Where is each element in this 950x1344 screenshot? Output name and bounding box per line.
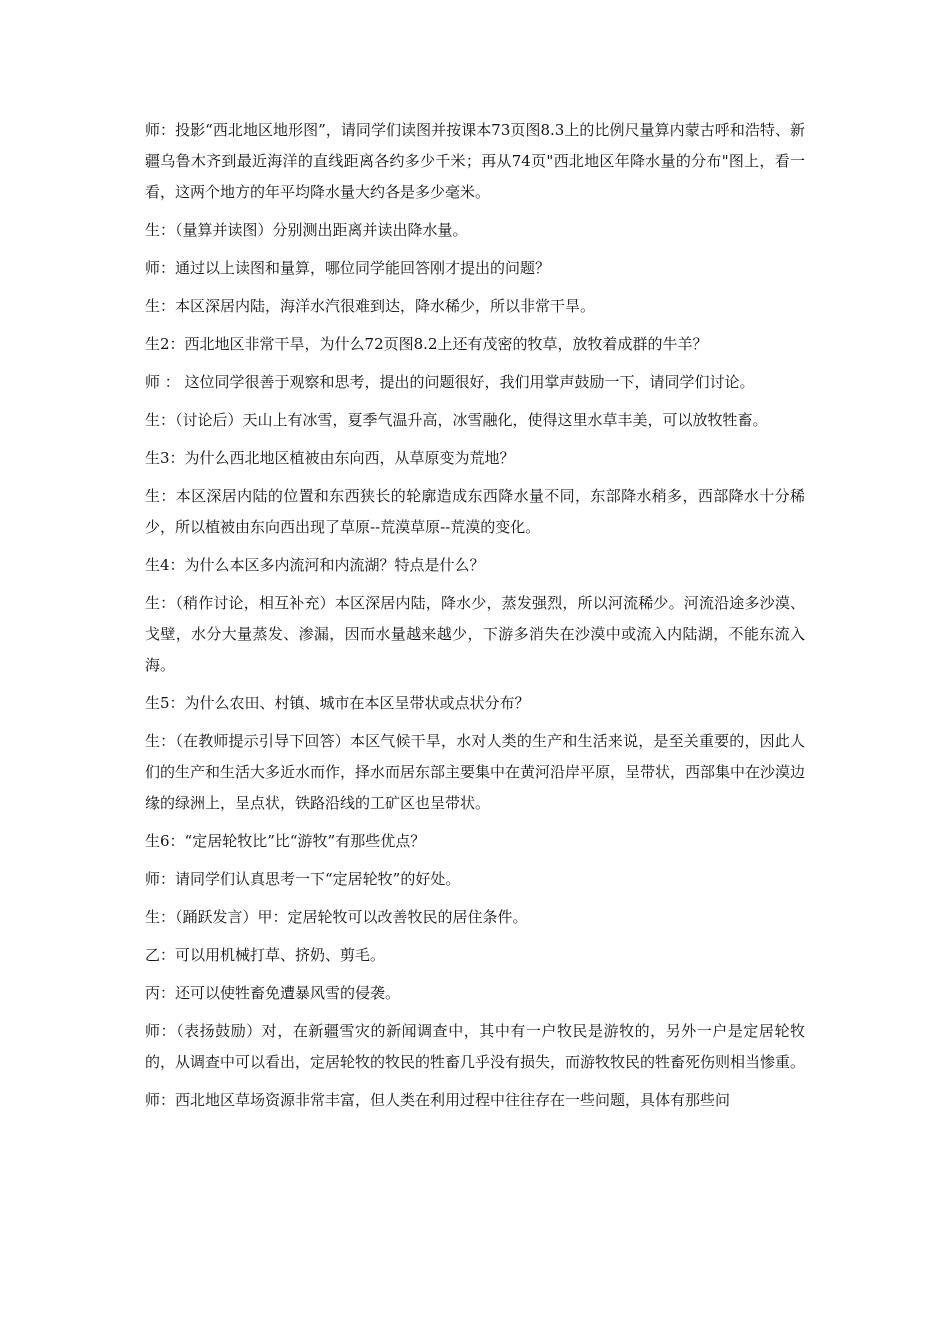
paragraph: 师：投影“西北地区地形图”，请同学们读图并按课本73页图8.3上的比例尺量算内蒙古呼和浩特、新疆乌鲁木齐到最近海洋的直线距离各约多少千米；再从74页"西北地区年降水量的分布"图上，看一看，这两个地方的年平均降水量大约各是多少毫米。: [145, 121, 805, 201]
paragraph: 生6：“定居轮牧比”比“游牧”有那些优点？: [145, 832, 426, 850]
paragraph: 生：（量算并读图）分别测出距离并读出降水量。: [145, 221, 468, 239]
paragraph: 生3：为什么西北地区植被由东向西，从草原变为荒地？: [145, 449, 515, 467]
paragraph: 丙：还可以使牲畜免遭暴风雪的侵袭。: [145, 984, 401, 1002]
paragraph: 乙：可以用机械打草、挤奶、剪毛。: [145, 946, 386, 964]
paragraph: 师：西北地区草场资源非常丰富，但人类在利用过程中往往存在一些问题，具体有那些问: [145, 1091, 731, 1109]
paragraph: 生：本区深居内陆的位置和东西狭长的轮廓造成东西降水量不同，东部降水稍多，西部降水十分稀少，所以植被由东向西出现了草原--荒漠草原--荒漠的变化。: [145, 487, 805, 536]
paragraph: 师：通过以上读图和量算，哪位同学能回答刚才提出的问题？: [145, 259, 551, 277]
paragraph: 生2：西北地区非常干旱，为什么72页图8.2上还有茂密的牧草，放牧着成群的牛羊？: [145, 335, 708, 353]
paragraph: 生：本区深居内陆，海洋水汽很难到达，降水稀少，所以非常干旱。: [145, 297, 596, 315]
paragraph: 师：请同学们认真思考一下“定居轮牧”的好处。: [145, 870, 461, 888]
paragraph: 生5：为什么农田、村镇、城市在本区呈带状或点状分布？: [145, 694, 530, 712]
paragraph: 生：（讨论后）天山上有冰雪，夏季气温升高，冰雪融化，使得这里水草丰美，可以放牧牲畜。: [145, 411, 768, 429]
paragraph: 师：（表扬鼓励）对，在新疆雪灾的新闻调查中，其中有一户牧民是游牧的，另外一户是定居轮牧的，从调查中可以看出，定居轮牧的牧民的牲畜几乎没有损失，而游牧牧民的牲畜死伤则相当惨重。: [145, 1022, 806, 1071]
paragraph: 生：（踊跃发言）甲：定居轮牧可以改善牧民的居住条件。: [145, 908, 528, 926]
document-body: [145, 115, 805, 1123]
paragraph: 生：（在教师提示引导下回答）本区气候干旱，水对人类的生产和生活来说，是至关重要的，因此人们的生产和生活大多近水而作，择水而居东部主要集中在黄河沿岸平原，呈带状，西部集中在沙漠边缘的绿洲上，呈点状，铁路沿线的工矿区也呈带状。: [145, 732, 806, 812]
paragraph: 生：（稍作讨论，相互补充）本区深居内陆，降水少，蒸发强烈，所以河流稀少。河流沿途多沙漠、戈壁，水分大量蒸发、渗漏，因而水量越来越少，下游多消失在沙漠中或流入内陆湖，不能东流入海。: [145, 594, 805, 674]
paragraph: 师 ： 这位同学很善于观察和思考，提出的问题很好，我们用掌声鼓励一下，请同学们讨论。: [145, 373, 755, 391]
paragraph: 生4：为什么本区多内流河和内流湖？特点是什么？: [145, 556, 485, 574]
